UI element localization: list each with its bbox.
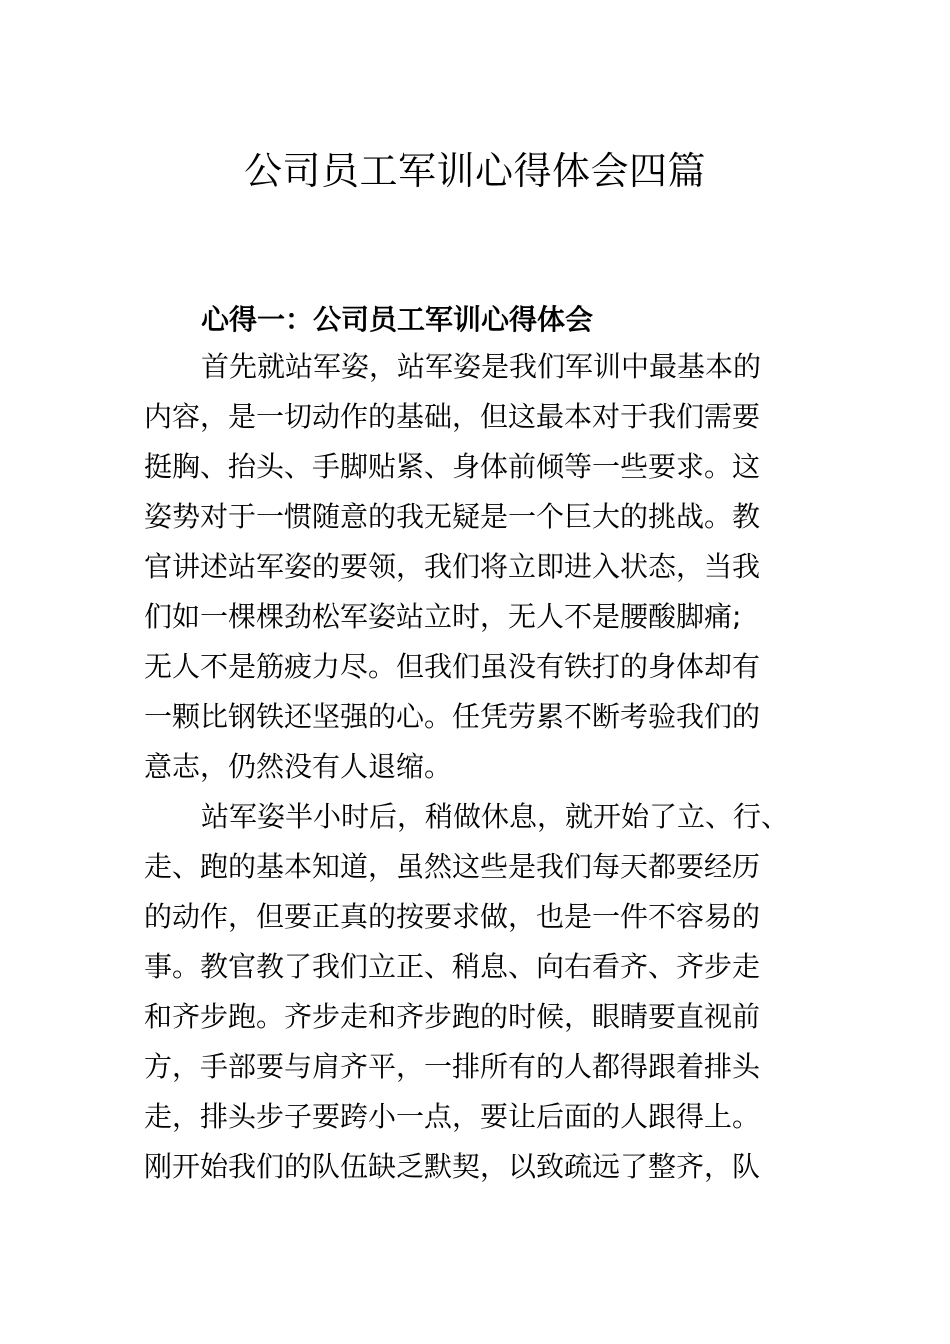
paragraph-line: 一颗比钢铁还坚强的心。任凭劳累不断考验我们的 xyxy=(144,700,761,733)
paragraph-line: 内容，是一切动作的基础，但这最本对于我们需要 xyxy=(144,400,761,433)
document-title: 公司员工军训心得体会四篇 xyxy=(243,149,706,193)
paragraph-line: 走，排头步子要跨小一点，要让后面的人跟得上。 xyxy=(144,1100,761,1133)
paragraph-line: 意志，仍然没有人退缩。 xyxy=(144,750,453,783)
paragraph-line: 首先就站军姿，站军姿是我们军训中最基本的 xyxy=(201,350,762,383)
paragraph-line: 官讲述站军姿的要领，我们将立即进入状态，当我 xyxy=(144,550,761,583)
paragraph-line: 的动作，但要正真的按要求做，也是一件不容易的 xyxy=(144,900,761,933)
paragraph-line: 刚开始我们的队伍缺乏默契，以致疏远了整齐，队 xyxy=(144,1150,761,1183)
paragraph-line: 挺胸、抬头、手脚贴紧、身体前倾等一些要求。这 xyxy=(144,450,761,483)
paragraph-line: 无人不是筋疲力尽。但我们虽没有铁打的身体却有 xyxy=(144,650,761,683)
paragraph-line: 走、跑的基本知道，虽然这些是我们每天都要经历 xyxy=(144,850,761,883)
paragraph-line: 们如一棵棵劲松军姿站立时，无人不是腰酸脚痛; xyxy=(144,600,742,633)
section-heading: 心得一：公司员工军训心得体会 xyxy=(201,303,594,336)
paragraph-line: 方，手部要与肩齐平，一排所有的人都得跟着排头 xyxy=(144,1050,761,1083)
paragraph-line: 和齐步跑。齐步走和齐步跑的时候，眼睛要直视前 xyxy=(144,1000,761,1033)
paragraph-line: 站军姿半小时后，稍做休息，就开始了立、行、 xyxy=(201,800,790,833)
paragraph-line: 事。教官教了我们立正、稍息、向右看齐、齐步走 xyxy=(144,950,761,983)
paragraph-line: 姿势对于一惯随意的我无疑是一个巨大的挑战。教 xyxy=(144,500,761,533)
